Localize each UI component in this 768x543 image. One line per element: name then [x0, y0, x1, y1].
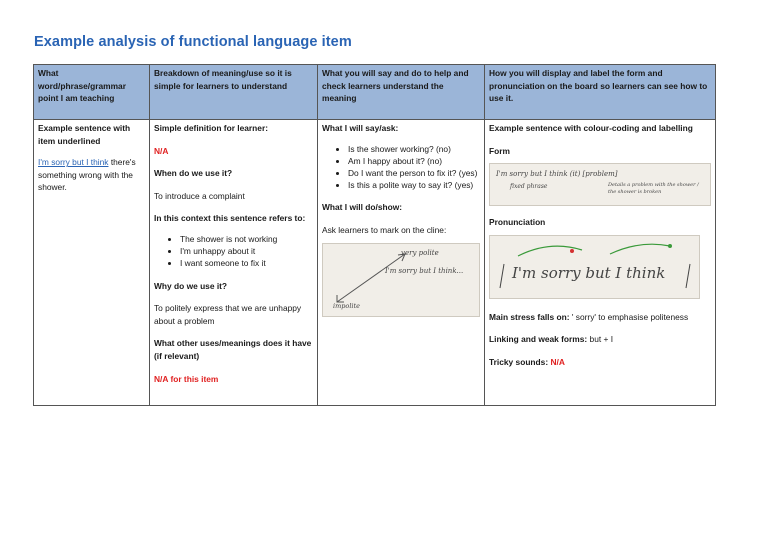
- cell-board-display: [485, 120, 716, 406]
- tricky-sounds-label: Tricky sounds:: [489, 357, 549, 368]
- when-text: To introduce a complaint: [154, 190, 245, 201]
- other-heading: What other uses/meanings does it have (if relevant): [154, 338, 312, 362]
- cline-top-label: very polite: [401, 248, 439, 257]
- sentence-rest: there's something wrong with the shower.: [38, 157, 136, 193]
- example-heading: Example sentence with item underlined: [38, 123, 131, 146]
- list-item: • Do I want the person to fix it? (yes): [348, 167, 480, 179]
- form-photo-line1: I'm sorry but I think (it) [problem]: [496, 170, 618, 179]
- linking-line: [489, 333, 711, 346]
- cline-middle-label: I'm sorry but I think...: [385, 266, 464, 275]
- pronunciation-photo: [489, 235, 700, 299]
- tricky-sounds-line: [489, 356, 711, 369]
- list-item: • Is this a polite way to say it? (yes): [348, 179, 480, 191]
- main-stress-line: [489, 311, 711, 324]
- form-photo-line3: Details a problem with the shower / the shower is broken: [608, 182, 699, 195]
- cell-breakdown: [150, 120, 318, 406]
- context-heading: In this context this sentence refers to:: [154, 213, 306, 224]
- cline-photo: [322, 243, 480, 317]
- page-title: Example analysis of functional language item: [34, 34, 352, 50]
- cell-example-sentence: [34, 120, 150, 406]
- form-photo: [489, 163, 711, 206]
- header-cell-breakdown: Breakdown of meaning/use so it is simple for learners to understand: [150, 65, 318, 120]
- main-stress-text: ' sorry' to emphasise politeness: [571, 311, 689, 322]
- when-heading: When do we use it?: [154, 168, 233, 179]
- concept-questions: [322, 143, 480, 192]
- pronunciation-heading: Pronunciation: [489, 217, 546, 228]
- colour-coding-heading: Example sentence with colour-coding and labelling: [489, 123, 693, 133]
- list-item: • I'm unhappy about it: [180, 245, 313, 257]
- list-item: • Am I happy about it? (no): [348, 155, 480, 167]
- other-value: N/A for this item: [154, 373, 219, 384]
- context-list: [154, 233, 313, 270]
- header-row: [34, 65, 716, 120]
- form-heading: Form: [489, 145, 510, 156]
- list-item: • Is the shower working? (no): [348, 143, 480, 155]
- content-row: [34, 120, 716, 406]
- say-heading: What I will say/ask:: [322, 123, 399, 133]
- main-stress-label: Main stress falls on:: [489, 311, 570, 322]
- cline-bottom-label: impolite: [333, 301, 360, 310]
- analysis-table: [33, 64, 716, 406]
- do-heading: What I will do/show:: [322, 202, 403, 213]
- list-item: • The shower is not working: [180, 233, 313, 245]
- cell-check-meaning: [318, 120, 485, 406]
- linking-label: Linking and weak forms:: [489, 334, 588, 345]
- list-item: • I want someone to fix it: [180, 257, 313, 269]
- header-cell-board: How you will display and label the form and pronunciation on the board so learners can see how to use it.: [485, 65, 716, 120]
- pronunciation-sentence: I'm sorry but I think: [512, 263, 666, 282]
- tricky-sounds-value: N/A: [550, 357, 565, 368]
- do-text: Ask learners to mark on the cline:: [322, 224, 447, 235]
- simple-def-heading: Simple definition for learner:: [154, 123, 269, 133]
- form-photo-line2: fixed phrase: [510, 183, 548, 191]
- linking-text: but + I: [589, 334, 614, 345]
- why-text: To politely express that we are unhappy about a problem: [154, 303, 302, 326]
- why-heading: Why do we use it?: [154, 280, 228, 291]
- underlined-item: I'm sorry but I think: [38, 157, 109, 168]
- simple-def-value: N/A: [154, 145, 169, 156]
- header-cell-item: What word/phrase/grammar point I am teaching: [34, 65, 150, 120]
- header-cell-check: What you will say and do to help and check learners understand the meaning: [318, 65, 485, 120]
- example-sentence: [38, 156, 145, 194]
